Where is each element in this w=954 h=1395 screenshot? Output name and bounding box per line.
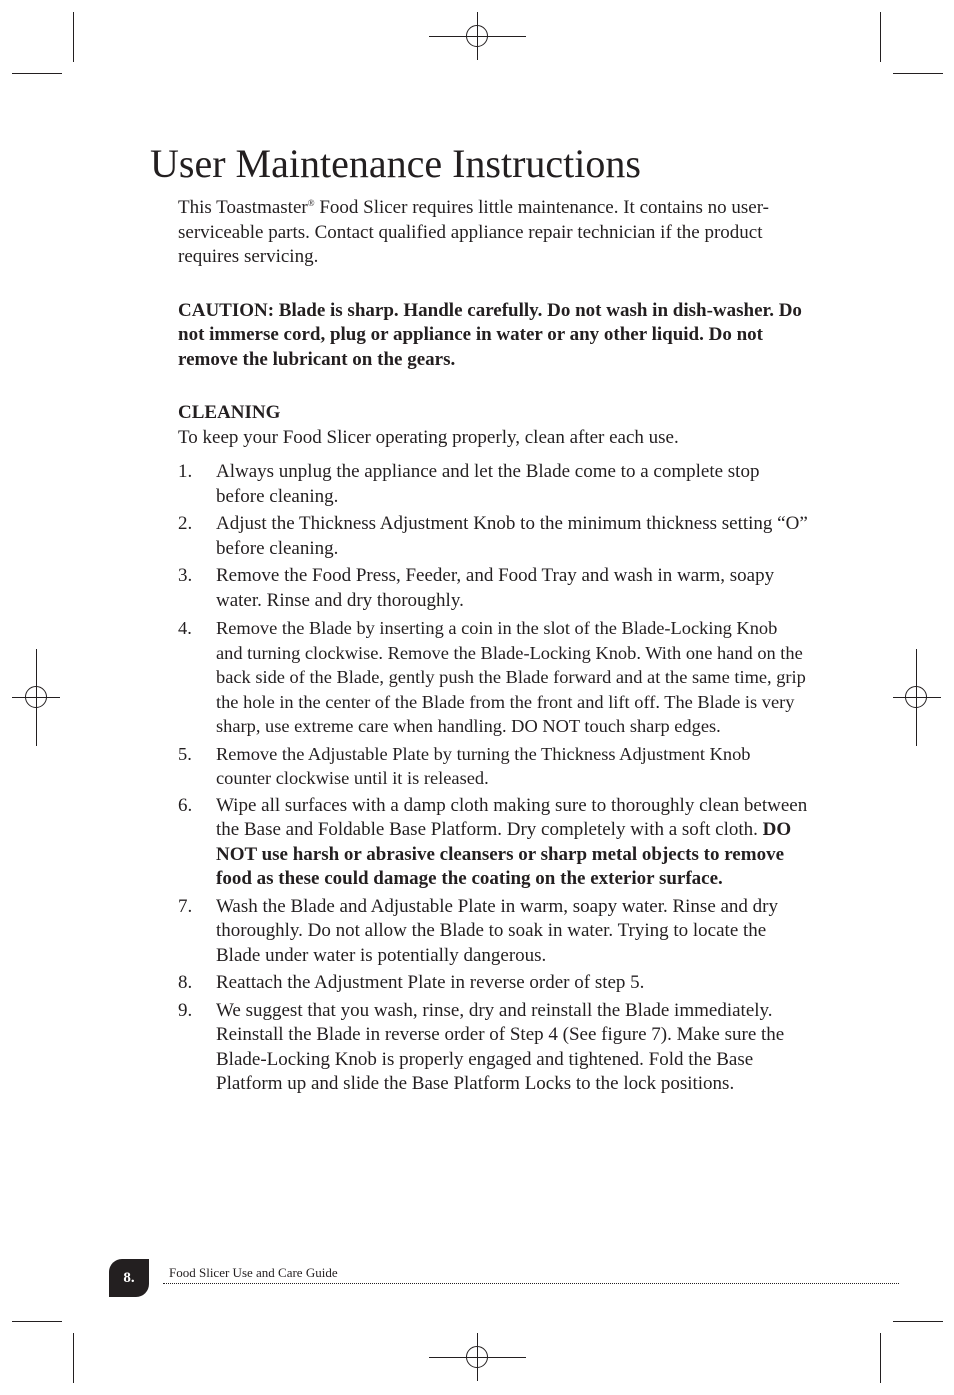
step-text: Remove the Food Press, Feeder, and Food Tray and wash in warm, soapy water. Rinse and dry thoroughly. [216,565,775,611]
step-warning-text: DO NOT use harsh or abrasive cleansers or sharp metal objects to remove food as these could damage the coating on the exterior surface. [216,819,792,889]
list-item [178,512,808,561]
list-item [178,794,808,892]
cleaning-steps-list [178,460,808,1097]
cleaning-intro: To keep your Food Slicer operating properly, clean after each use. [178,426,679,448]
intro-paragraph [178,196,808,270]
crop-mark [893,1321,943,1322]
page-title: User Maintenance Instructions [150,141,641,186]
footer-dotted-rule [163,1283,899,1284]
step-text: Wipe all surfaces with a damp cloth making sure to thoroughly clean between the Base and Foldable Base Platform. Dry completely with a soft cloth. [216,794,808,840]
footer-guide-title: Food Slicer Use and Care Guide [169,1265,338,1280]
registered-mark: ® [307,198,315,208]
intro-text-before: This Toastmaster [178,197,308,218]
step-number: 7. [178,895,193,917]
step-number: 6. [178,794,193,816]
crop-mark [73,12,74,62]
list-item [178,564,808,613]
step-text: We suggest that you wash, rinse, dry and reinstall the Blade immediately. Reinstall the Blade in reverse order of Step 4 (See figure 7). Make sure the Blade-Locking Knob is properly engaged and tightened. Fold the Base Platform up and slide the Base Platform Locks to the lock positions. [216,999,785,1094]
list-item [178,999,808,1097]
step-number: 9. [178,999,193,1021]
list-item [178,460,808,509]
registration-circle [466,25,488,47]
step-text: Adjust the Thickness Adjustment Knob to the minimum thickness setting “O” before cleaning. [216,513,808,559]
step-number: 8. [178,972,193,993]
page-number-badge: 8. [109,1259,149,1297]
content-body [178,196,808,1100]
intro-text-after: Food Slicer requires little maintenance. It contains no user-serviceable parts. Contact qualified appliance repair technician if the product requires servicing. [178,197,769,267]
list-item [178,742,808,791]
list-item [178,895,808,969]
caution-paragraph: CAUTION: Blade is sharp. Handle carefully. Do not wash in dish-washer. Do not immerse cord, plug or appliance in water or any other liquid. Do not remove the lubricant on the gears. [178,299,802,370]
crop-mark [73,1333,74,1383]
step-number: 2. [178,513,193,534]
crop-mark [12,1321,62,1322]
crop-mark [12,73,62,74]
crop-mark [880,12,881,62]
registration-circle [25,686,47,708]
step-text: Always unplug the appliance and let the Blade come to a complete stop before cleaning. [216,461,760,507]
list-item [178,616,808,739]
step-number: 4. [178,618,192,638]
step-number: 5. [178,743,192,764]
list-item [178,971,808,996]
cleaning-heading: CLEANING [178,402,281,423]
step-text: Wash the Blade and Adjustable Plate in warm, soapy water. Rinse and dry thoroughly. Do not allow the Blade to soak in water. Trying to locate the Blade under water is potentially dangerous. [216,895,779,966]
step-text: Remove the Adjustable Plate by turning the Thickness Adjustment Knob counter clockwise until it is released. [216,743,751,788]
step-text: Remove the Blade by inserting a coin in the slot of the Blade-Locking Knob and turning clockwise. Remove the Blade-Locking Knob. With one hand on the back side of the Blade, gently push the Blade forward and at the same time, grip the hole in the center of the Blade from the front and lift off. The Blade is very sharp, use extreme care when handling. DO NOT touch sharp edges. [216,618,806,736]
step-number: 3. [178,565,193,586]
crop-mark [880,1333,881,1383]
step-text: Reattach the Adjustment Plate in reverse order of step 5. [216,972,645,993]
registration-circle [905,686,927,708]
step-number: 1. [178,461,193,482]
crop-mark [893,73,943,74]
registration-circle [466,1346,488,1368]
